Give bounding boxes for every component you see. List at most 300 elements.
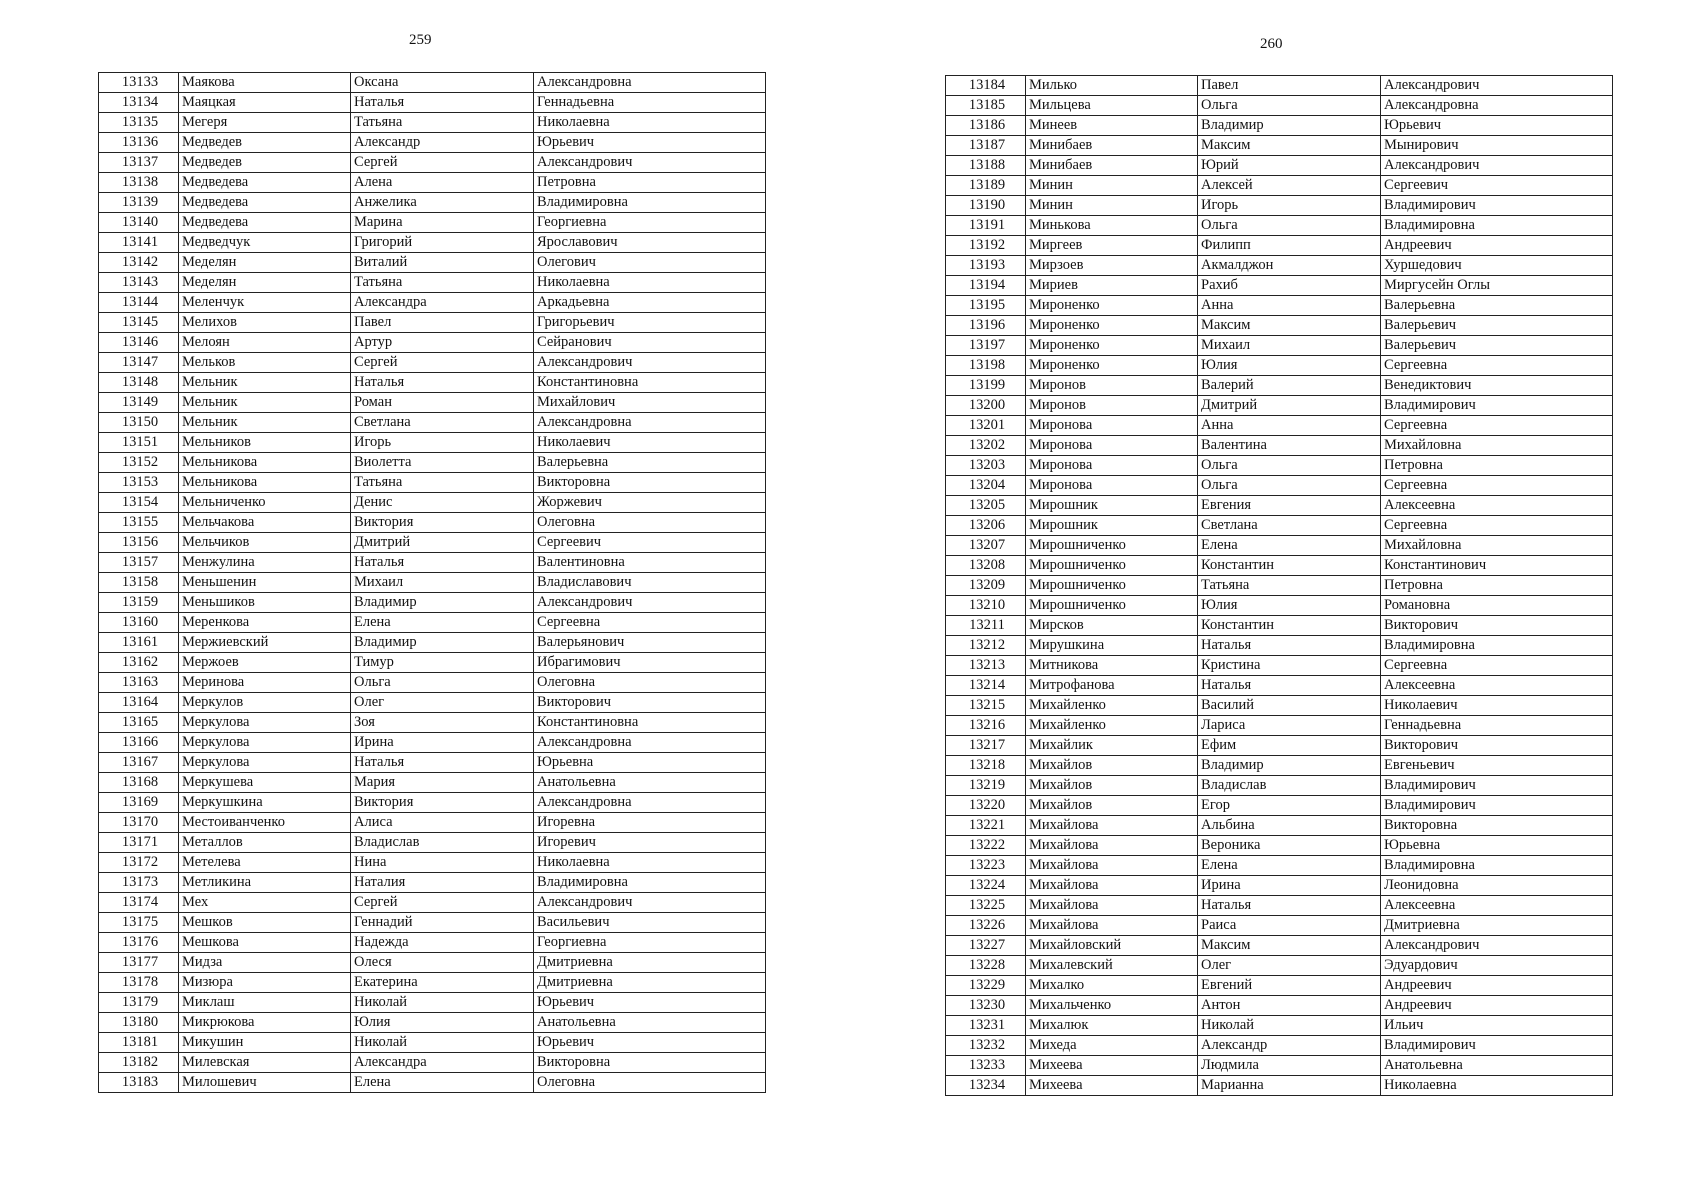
surname-cell: Местоиванченко [179, 813, 351, 833]
first-name-cell: Наталья [1198, 676, 1381, 696]
first-name-cell: Вероника [1198, 836, 1381, 856]
first-name-cell: Ирина [1198, 876, 1381, 896]
record-number-cell: 13204 [946, 476, 1026, 496]
surname-cell: Металлов [179, 833, 351, 853]
patronymic-cell: Петровна [534, 173, 766, 193]
record-number-cell: 13233 [946, 1056, 1026, 1076]
patronymic-cell: Михайловна [1381, 436, 1613, 456]
first-name-cell: Ирина [351, 733, 534, 753]
table-row [946, 936, 1613, 956]
table-row [99, 393, 766, 413]
patronymic-cell: Сергеевна [534, 613, 766, 633]
table-row [99, 833, 766, 853]
patronymic-cell: Владимировна [1381, 856, 1613, 876]
first-name-cell: Мария [351, 773, 534, 793]
surname-cell: Милошевич [179, 1073, 351, 1093]
table-row [99, 453, 766, 473]
table-row [99, 133, 766, 153]
table-row [946, 676, 1613, 696]
patronymic-cell: Александрович [534, 893, 766, 913]
patronymic-cell: Васильевич [534, 913, 766, 933]
surname-cell: Михайлова [1026, 816, 1198, 836]
table-row [946, 856, 1613, 876]
patronymic-cell: Владимировна [534, 873, 766, 893]
record-number-cell: 13175 [99, 913, 179, 933]
table-row [99, 973, 766, 993]
table-row [99, 1033, 766, 1053]
table-row [946, 1036, 1613, 1056]
patronymic-cell: Юрьевна [1381, 836, 1613, 856]
patronymic-cell: Валентиновна [534, 553, 766, 573]
first-name-cell: Егор [1198, 796, 1381, 816]
patronymic-cell: Михайловна [1381, 536, 1613, 556]
surname-cell: Мирсков [1026, 616, 1198, 636]
table-row [946, 76, 1613, 96]
surname-cell: Метликина [179, 873, 351, 893]
record-number-cell: 13137 [99, 153, 179, 173]
record-number-cell: 13190 [946, 196, 1026, 216]
record-number-cell: 13155 [99, 513, 179, 533]
first-name-cell: Николай [351, 1033, 534, 1053]
table-row [99, 613, 766, 633]
surname-cell: Михайлова [1026, 856, 1198, 876]
patronymic-cell: Дмитриевна [534, 973, 766, 993]
record-number-cell: 13139 [99, 193, 179, 213]
table-row [946, 576, 1613, 596]
surname-cell: Меркулова [179, 753, 351, 773]
table-row [99, 993, 766, 1013]
table-row [946, 796, 1613, 816]
patronymic-cell: Дмитриевна [1381, 916, 1613, 936]
record-number-cell: 13201 [946, 416, 1026, 436]
first-name-cell: Дмитрий [351, 533, 534, 553]
table-row [99, 1013, 766, 1033]
patronymic-cell: Владимирович [1381, 776, 1613, 796]
patronymic-cell: Викторовна [534, 473, 766, 493]
surname-cell: Меркулова [179, 713, 351, 733]
first-name-cell: Александра [351, 293, 534, 313]
roster-table-right [945, 75, 1613, 1096]
table-row [946, 716, 1613, 736]
patronymic-cell: Владимировна [1381, 636, 1613, 656]
record-number-cell: 13210 [946, 596, 1026, 616]
record-number-cell: 13187 [946, 136, 1026, 156]
first-name-cell: Юлия [351, 1013, 534, 1033]
first-name-cell: Наталия [351, 873, 534, 893]
surname-cell: Меделян [179, 273, 351, 293]
surname-cell: Миронов [1026, 396, 1198, 416]
record-number-cell: 13170 [99, 813, 179, 833]
patronymic-cell: Леонидовна [1381, 876, 1613, 896]
table-row [946, 996, 1613, 1016]
surname-cell: Мироненко [1026, 356, 1198, 376]
table-row [946, 736, 1613, 756]
record-number-cell: 13147 [99, 353, 179, 373]
patronymic-cell: Владиславович [534, 573, 766, 593]
table-row [99, 873, 766, 893]
table-row [946, 416, 1613, 436]
patronymic-cell: Николаевич [1381, 696, 1613, 716]
surname-cell: Меркушева [179, 773, 351, 793]
first-name-cell: Алена [351, 173, 534, 193]
patronymic-cell: Николаевна [534, 273, 766, 293]
table-row [946, 1016, 1613, 1036]
first-name-cell: Наталья [351, 373, 534, 393]
surname-cell: Мизюра [179, 973, 351, 993]
surname-cell: Миронова [1026, 456, 1198, 476]
record-number-cell: 13180 [99, 1013, 179, 1033]
record-number-cell: 13143 [99, 273, 179, 293]
page-number-right: 260 [1260, 36, 1283, 52]
table-row [99, 633, 766, 653]
record-number-cell: 13225 [946, 896, 1026, 916]
first-name-cell: Евгения [1198, 496, 1381, 516]
table-row [946, 136, 1613, 156]
record-number-cell: 13186 [946, 116, 1026, 136]
table-row [99, 573, 766, 593]
record-number-cell: 13135 [99, 113, 179, 133]
surname-cell: Мельниченко [179, 493, 351, 513]
surname-cell: Минибаев [1026, 156, 1198, 176]
record-number-cell: 13222 [946, 836, 1026, 856]
record-number-cell: 13191 [946, 216, 1026, 236]
table-row [946, 816, 1613, 836]
record-number-cell: 13172 [99, 853, 179, 873]
first-name-cell: Татьяна [351, 273, 534, 293]
first-name-cell: Оксана [351, 73, 534, 93]
first-name-cell: Татьяна [351, 473, 534, 493]
first-name-cell: Роман [351, 393, 534, 413]
surname-cell: Михайлова [1026, 916, 1198, 936]
surname-cell: Мирошниченко [1026, 556, 1198, 576]
first-name-cell: Сергей [351, 153, 534, 173]
first-name-cell: Альбина [1198, 816, 1381, 836]
table-row [99, 713, 766, 733]
record-number-cell: 13209 [946, 576, 1026, 596]
patronymic-cell: Владимирович [1381, 396, 1613, 416]
patronymic-cell: Николаевна [534, 113, 766, 133]
record-number-cell: 13140 [99, 213, 179, 233]
surname-cell: Мегеря [179, 113, 351, 133]
patronymic-cell: Викторовна [534, 1053, 766, 1073]
record-number-cell: 13217 [946, 736, 1026, 756]
record-number-cell: 13176 [99, 933, 179, 953]
record-number-cell: 13146 [99, 333, 179, 353]
patronymic-cell: Геннадьевна [1381, 716, 1613, 736]
table-row [99, 733, 766, 753]
table-row [99, 953, 766, 973]
first-name-cell: Наталья [351, 93, 534, 113]
surname-cell: Михалюк [1026, 1016, 1198, 1036]
patronymic-cell: Викторович [1381, 616, 1613, 636]
first-name-cell: Наталья [351, 753, 534, 773]
patronymic-cell: Сергеевна [1381, 656, 1613, 676]
surname-cell: Михайлова [1026, 836, 1198, 856]
surname-cell: Медведева [179, 173, 351, 193]
table-row [946, 456, 1613, 476]
first-name-cell: Владимир [1198, 756, 1381, 776]
table-row [946, 636, 1613, 656]
surname-cell: Милько [1026, 76, 1198, 96]
first-name-cell: Алиса [351, 813, 534, 833]
patronymic-cell: Андреевич [1381, 996, 1613, 1016]
patronymic-cell: Сейранович [534, 333, 766, 353]
record-number-cell: 13162 [99, 653, 179, 673]
table-row [946, 236, 1613, 256]
first-name-cell: Марина [351, 213, 534, 233]
first-name-cell: Олег [351, 693, 534, 713]
table-row [946, 896, 1613, 916]
table-row [946, 616, 1613, 636]
record-number-cell: 13179 [99, 993, 179, 1013]
patronymic-cell: Константинович [1381, 556, 1613, 576]
first-name-cell: Владимир [351, 593, 534, 613]
record-number-cell: 13166 [99, 733, 179, 753]
table-row [99, 513, 766, 533]
patronymic-cell: Валерьевич [1381, 336, 1613, 356]
surname-cell: Мирошник [1026, 496, 1198, 516]
record-number-cell: 13189 [946, 176, 1026, 196]
patronymic-cell: Олеговна [534, 673, 766, 693]
record-number-cell: 13177 [99, 953, 179, 973]
surname-cell: Мельник [179, 373, 351, 393]
table-row [946, 216, 1613, 236]
surname-cell: Мержиевский [179, 633, 351, 653]
table-row [946, 256, 1613, 276]
first-name-cell: Игорь [351, 433, 534, 453]
first-name-cell: Валерий [1198, 376, 1381, 396]
table-row [99, 753, 766, 773]
table-row [99, 653, 766, 673]
table-row [946, 1056, 1613, 1076]
surname-cell: Мельков [179, 353, 351, 373]
record-number-cell: 13136 [99, 133, 179, 153]
surname-cell: Мирошниченко [1026, 576, 1198, 596]
record-number-cell: 13195 [946, 296, 1026, 316]
first-name-cell: Николай [351, 993, 534, 1013]
record-number-cell: 13193 [946, 256, 1026, 276]
record-number-cell: 13156 [99, 533, 179, 553]
first-name-cell: Антон [1198, 996, 1381, 1016]
record-number-cell: 13232 [946, 1036, 1026, 1056]
first-name-cell: Александра [351, 1053, 534, 1073]
patronymic-cell: Александровна [534, 413, 766, 433]
surname-cell: Маякова [179, 73, 351, 93]
record-number-cell: 13157 [99, 553, 179, 573]
surname-cell: Мельчакова [179, 513, 351, 533]
surname-cell: Мержоев [179, 653, 351, 673]
patronymic-cell: Александрович [1381, 76, 1613, 96]
patronymic-cell: Юрьевна [534, 753, 766, 773]
surname-cell: Милевская [179, 1053, 351, 1073]
record-number-cell: 13182 [99, 1053, 179, 1073]
table-row [99, 813, 766, 833]
patronymic-cell: Дмитриевна [534, 953, 766, 973]
surname-cell: Миронова [1026, 436, 1198, 456]
surname-cell: Михайлов [1026, 776, 1198, 796]
surname-cell: Мелихов [179, 313, 351, 333]
table-row [99, 233, 766, 253]
patronymic-cell: Юрьевич [534, 133, 766, 153]
record-number-cell: 13152 [99, 453, 179, 473]
record-number-cell: 13199 [946, 376, 1026, 396]
record-number-cell: 13202 [946, 436, 1026, 456]
first-name-cell: Михаил [1198, 336, 1381, 356]
surname-cell: Микушин [179, 1033, 351, 1053]
first-name-cell: Павел [351, 313, 534, 333]
table-row [946, 96, 1613, 116]
first-name-cell: Юлия [1198, 596, 1381, 616]
record-number-cell: 13163 [99, 673, 179, 693]
table-row [946, 496, 1613, 516]
first-name-cell: Рахиб [1198, 276, 1381, 296]
patronymic-cell: Андреевич [1381, 236, 1613, 256]
record-number-cell: 13133 [99, 73, 179, 93]
table-row [99, 373, 766, 393]
surname-cell: Михайлов [1026, 756, 1198, 776]
surname-cell: Мирошниченко [1026, 596, 1198, 616]
table-row [946, 976, 1613, 996]
table-row [99, 773, 766, 793]
first-name-cell: Игорь [1198, 196, 1381, 216]
table-row [946, 336, 1613, 356]
surname-cell: Михайлова [1026, 896, 1198, 916]
patronymic-cell: Александрович [534, 593, 766, 613]
surname-cell: Мельник [179, 413, 351, 433]
table-row [946, 1076, 1613, 1096]
first-name-cell: Николай [1198, 1016, 1381, 1036]
first-name-cell: Светлана [1198, 516, 1381, 536]
table-row [99, 273, 766, 293]
record-number-cell: 13211 [946, 616, 1026, 636]
patronymic-cell: Алексеевна [1381, 496, 1613, 516]
record-number-cell: 13160 [99, 613, 179, 633]
record-number-cell: 13206 [946, 516, 1026, 536]
surname-cell: Мириев [1026, 276, 1198, 296]
record-number-cell: 13154 [99, 493, 179, 513]
table-row [946, 156, 1613, 176]
first-name-cell: Александр [351, 133, 534, 153]
record-number-cell: 13171 [99, 833, 179, 853]
record-number-cell: 13174 [99, 893, 179, 913]
patronymic-cell: Константиновна [534, 373, 766, 393]
surname-cell: Митрофанова [1026, 676, 1198, 696]
record-number-cell: 13150 [99, 413, 179, 433]
surname-cell: Миронова [1026, 476, 1198, 496]
surname-cell: Минин [1026, 196, 1198, 216]
record-number-cell: 13230 [946, 996, 1026, 1016]
table-row [946, 656, 1613, 676]
surname-cell: Меркулов [179, 693, 351, 713]
patronymic-cell: Георгиевна [534, 933, 766, 953]
record-number-cell: 13227 [946, 936, 1026, 956]
patronymic-cell: Викторович [1381, 736, 1613, 756]
first-name-cell: Сергей [351, 893, 534, 913]
record-number-cell: 13226 [946, 916, 1026, 936]
record-number-cell: 13184 [946, 76, 1026, 96]
table-row [99, 293, 766, 313]
surname-cell: Мешков [179, 913, 351, 933]
first-name-cell: Павел [1198, 76, 1381, 96]
patronymic-cell: Сергеевич [1381, 176, 1613, 196]
record-number-cell: 13213 [946, 656, 1026, 676]
surname-cell: Миклаш [179, 993, 351, 1013]
first-name-cell: Людмила [1198, 1056, 1381, 1076]
table-row [99, 193, 766, 213]
first-name-cell: Виктория [351, 793, 534, 813]
table-row [946, 696, 1613, 716]
first-name-cell: Зоя [351, 713, 534, 733]
surname-cell: Михайлов [1026, 796, 1198, 816]
record-number-cell: 13212 [946, 636, 1026, 656]
table-row [99, 333, 766, 353]
first-name-cell: Виталий [351, 253, 534, 273]
patronymic-cell: Александрович [1381, 936, 1613, 956]
first-name-cell: Максим [1198, 316, 1381, 336]
table-row [99, 1053, 766, 1073]
surname-cell: Михалко [1026, 976, 1198, 996]
first-name-cell: Тимур [351, 653, 534, 673]
patronymic-cell: Николаевич [534, 433, 766, 453]
table-row [99, 73, 766, 93]
patronymic-cell: Николаевна [534, 853, 766, 873]
record-number-cell: 13149 [99, 393, 179, 413]
record-number-cell: 13185 [946, 96, 1026, 116]
patronymic-cell: Эдуардович [1381, 956, 1613, 976]
record-number-cell: 13188 [946, 156, 1026, 176]
patronymic-cell: Сергеевна [1381, 516, 1613, 536]
patronymic-cell: Николаевна [1381, 1076, 1613, 1096]
table-row [946, 836, 1613, 856]
first-name-cell: Елена [351, 1073, 534, 1093]
surname-cell: Меньшиков [179, 593, 351, 613]
patronymic-cell: Ярославович [534, 233, 766, 253]
record-number-cell: 13144 [99, 293, 179, 313]
first-name-cell: Ольга [1198, 476, 1381, 496]
first-name-cell: Наталья [1198, 896, 1381, 916]
table-row [99, 213, 766, 233]
surname-cell: Мельников [179, 433, 351, 453]
surname-cell: Медведев [179, 133, 351, 153]
table-row [946, 536, 1613, 556]
record-number-cell: 13165 [99, 713, 179, 733]
surname-cell: Миронов [1026, 376, 1198, 396]
surname-cell: Мирушкина [1026, 636, 1198, 656]
table-row [99, 153, 766, 173]
table-row [99, 593, 766, 613]
record-number-cell: 13198 [946, 356, 1026, 376]
first-name-cell: Виолетта [351, 453, 534, 473]
patronymic-cell: Романовна [1381, 596, 1613, 616]
first-name-cell: Ефим [1198, 736, 1381, 756]
patronymic-cell: Венедиктович [1381, 376, 1613, 396]
record-number-cell: 13168 [99, 773, 179, 793]
first-name-cell: Василий [1198, 696, 1381, 716]
first-name-cell: Татьяна [1198, 576, 1381, 596]
patronymic-cell: Валерьевна [534, 453, 766, 473]
first-name-cell: Екатерина [351, 973, 534, 993]
table-row [946, 116, 1613, 136]
table-row [946, 176, 1613, 196]
first-name-cell: Юлия [1198, 356, 1381, 376]
record-number-cell: 13145 [99, 313, 179, 333]
first-name-cell: Евгений [1198, 976, 1381, 996]
patronymic-cell: Григорьевич [534, 313, 766, 333]
surname-cell: Менжулина [179, 553, 351, 573]
surname-cell: Михайлик [1026, 736, 1198, 756]
record-number-cell: 13161 [99, 633, 179, 653]
patronymic-cell: Александровна [534, 733, 766, 753]
